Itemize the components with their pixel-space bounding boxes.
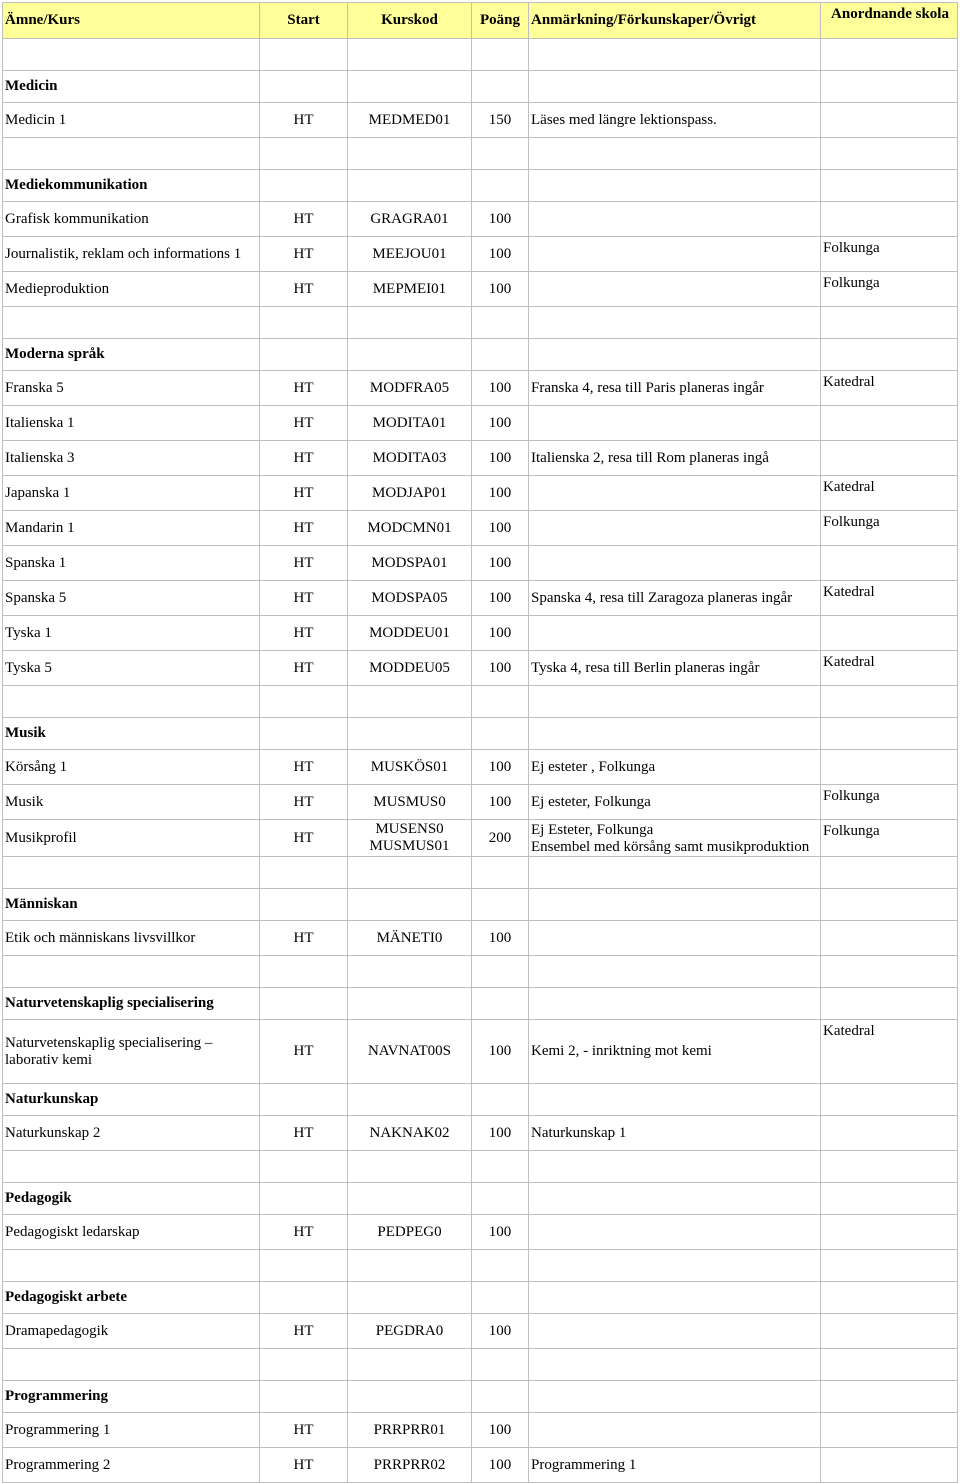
course-points: 100 [472,202,529,237]
course-name: Italienska 3 [3,441,260,476]
course-code: MODITA01 [348,406,472,441]
course-school: Folkunga [821,785,958,820]
course-name: Medieproduktion [3,272,260,307]
category-title: Moderna språk [3,339,260,371]
course-name: Musikprofil [3,820,260,857]
spacer-row [3,1250,958,1282]
course-points: 100 [472,616,529,651]
course-code: MÄNETI0 [348,921,472,956]
course-note [529,616,821,651]
course-code: NAKNAK02 [348,1116,472,1151]
course-school: Katedral [821,581,958,616]
course-code: GRAGRA01 [348,202,472,237]
course-start: HT [260,511,348,546]
course-code: PEDPEG0 [348,1215,472,1250]
course-row [3,441,958,476]
course-code: MEPMEI01 [348,272,472,307]
course-code: MEDMED01 [348,103,472,138]
spacer-row [3,956,958,988]
course-name: Medicin 1 [3,103,260,138]
course-note [529,237,821,272]
course-code: MODDEU01 [348,616,472,651]
course-school [821,1116,958,1151]
course-school [821,1215,958,1250]
course-row [3,1116,958,1151]
course-note: Spanska 4, resa till Zaragoza planeras ingår [529,581,821,616]
course-points: 100 [472,511,529,546]
course-start: HT [260,1215,348,1250]
course-start: HT [260,581,348,616]
course-note [529,406,821,441]
course-school: Folkunga [821,820,958,857]
course-row [3,785,958,820]
course-row [3,1448,958,1483]
course-points: 100 [472,785,529,820]
course-start: HT [260,1448,348,1483]
course-code: PRRPRR01 [348,1413,472,1448]
course-start: HT [260,371,348,406]
course-code: MODSPA01 [348,546,472,581]
course-points: 100 [472,1020,529,1084]
course-name: Franska 5 [3,371,260,406]
course-note-line: Ensembel med körsång samt musikproduktion [531,839,810,855]
course-note: Programmering 1 [529,1448,821,1483]
course-row [3,511,958,546]
course-code-line: MUSMUS01 [369,838,450,854]
course-start: HT [260,750,348,785]
course-school: Folkunga [821,237,958,272]
course-school: Katedral [821,476,958,511]
course-row [3,1020,958,1084]
header-school: Anordnande skola [821,3,958,39]
course-points: 100 [472,921,529,956]
header-points: Poäng [472,3,529,39]
course-school [821,1314,958,1349]
course-points: 100 [472,1448,529,1483]
spacer-row [3,39,958,71]
course-note: Ej esteter, Folkunga [529,785,821,820]
course-note: Läses med längre lektionspass. [529,103,821,138]
course-name: Japanska 1 [3,476,260,511]
course-note: Franska 4, resa till Paris planeras ingår [529,371,821,406]
course-note [529,546,821,581]
course-points: 100 [472,406,529,441]
course-points: 100 [472,750,529,785]
course-row [3,651,958,686]
category-title: Naturvetenskaplig specialisering [3,988,260,1020]
course-note: Italienska 2, resa till Rom planeras ingå [529,441,821,476]
course-row [3,1314,958,1349]
course-start: HT [260,441,348,476]
course-note: Kemi 2, - inriktning mot kemi [529,1020,821,1084]
course-note [529,272,821,307]
category-row [3,889,958,921]
course-code: NAVNAT00S [348,1020,472,1084]
course-start: HT [260,820,348,857]
course-name: Spanska 5 [3,581,260,616]
course-note: Ej esteter , Folkunga [529,750,821,785]
header-note: Anmärkning/Förkunskaper/Övrigt [529,3,821,39]
course-note: Naturkunskap 1 [529,1116,821,1151]
category-row [3,1084,958,1116]
course-school: Folkunga [821,511,958,546]
course-name: Etik och människans livsvillkor [3,921,260,956]
course-name: Naturkunskap 2 [3,1116,260,1151]
category-row [3,339,958,371]
course-points: 100 [472,581,529,616]
course-note [529,511,821,546]
course-name: Programmering 2 [3,1448,260,1483]
course-row [3,546,958,581]
course-name: Körsång 1 [3,750,260,785]
course-code: MODSPA05 [348,581,472,616]
course-code: MEEJOU01 [348,237,472,272]
course-code: MODJAP01 [348,476,472,511]
course-name: Programmering 1 [3,1413,260,1448]
course-code: PEGDRA0 [348,1314,472,1349]
course-row [3,371,958,406]
course-start: HT [260,476,348,511]
course-start: HT [260,651,348,686]
course-note [529,1413,821,1448]
spacer-row [3,138,958,170]
course-row [3,237,958,272]
course-school [821,1448,958,1483]
header-subject: Ämne/Kurs [3,3,260,39]
category-title: Pedagogik [3,1183,260,1215]
course-note [529,1215,821,1250]
course-points: 100 [472,272,529,307]
category-row [3,1282,958,1314]
course-school [821,750,958,785]
category-title: Mediekommunikation [3,170,260,202]
course-points: 100 [472,1116,529,1151]
course-name: Grafisk kommunikation [3,202,260,237]
course-school: Katedral [821,651,958,686]
course-code: MODITA03 [348,441,472,476]
category-row [3,1183,958,1215]
course-points: 100 [472,441,529,476]
course-row [3,820,958,857]
course-start: HT [260,921,348,956]
course-start: HT [260,1020,348,1084]
spacer-row [3,686,958,718]
course-name: Italienska 1 [3,406,260,441]
category-row [3,71,958,103]
course-note [529,202,821,237]
course-school [821,406,958,441]
spacer-row [3,1151,958,1183]
course-row [3,103,958,138]
course-code: MUSMUS0 [348,785,472,820]
course-school: Katedral [821,371,958,406]
header-row [3,3,958,39]
course-start: HT [260,202,348,237]
course-points: 100 [472,546,529,581]
course-start: HT [260,1413,348,1448]
course-school [821,921,958,956]
course-points: 100 [472,1413,529,1448]
course-start: HT [260,237,348,272]
course-points: 100 [472,1314,529,1349]
course-school [821,616,958,651]
spacer-row [3,857,958,889]
course-note [529,921,821,956]
course-start: HT [260,1116,348,1151]
course-name: Tyska 5 [3,651,260,686]
category-row [3,718,958,750]
header-code: Kurskod [348,3,472,39]
course-row [3,1413,958,1448]
category-title: Människan [3,889,260,921]
course-row [3,202,958,237]
course-name: Pedagogiskt ledarskap [3,1215,260,1250]
course-row [3,750,958,785]
course-points: 100 [472,237,529,272]
course-code: PRRPRR02 [348,1448,472,1483]
course-school [821,202,958,237]
course-name: Mandarin 1 [3,511,260,546]
course-points: 100 [472,1215,529,1250]
course-row [3,581,958,616]
spacer-row [3,1349,958,1381]
header-start: Start [260,3,348,39]
course-name: Tyska 1 [3,616,260,651]
course-points: 100 [472,476,529,511]
course-name: Spanska 1 [3,546,260,581]
course-start: HT [260,272,348,307]
course-note-line: Ej Esteter, Folkunga [531,822,654,838]
course-code: MODCMN01 [348,511,472,546]
course-row [3,616,958,651]
course-note [529,1314,821,1349]
course-name: Dramapedagogik [3,1314,260,1349]
category-row [3,988,958,1020]
course-name: Musik [3,785,260,820]
course-school: Katedral [821,1020,958,1084]
course-start: HT [260,616,348,651]
course-school [821,103,958,138]
course-note [529,476,821,511]
category-title: Pedagogiskt arbete [3,1282,260,1314]
course-school: Folkunga [821,272,958,307]
course-name: Journalistik, reklam och informations 1 [3,237,260,272]
course-note [529,820,821,857]
course-start: HT [260,406,348,441]
course-school [821,441,958,476]
course-points: 150 [472,103,529,138]
course-code: MODDEU05 [348,651,472,686]
category-title: Programmering [3,1381,260,1413]
course-note: Tyska 4, resa till Berlin planeras ingår [529,651,821,686]
category-row [3,170,958,202]
course-start: HT [260,103,348,138]
course-code: MODFRA05 [348,371,472,406]
category-title: Musik [3,718,260,750]
course-table [2,2,958,1483]
course-start: HT [260,546,348,581]
course-row [3,476,958,511]
course-start: HT [260,785,348,820]
category-title: Medicin [3,71,260,103]
course-row [3,406,958,441]
course-code: MUSKÖS01 [348,750,472,785]
course-school [821,546,958,581]
course-start: HT [260,1314,348,1349]
course-row [3,272,958,307]
course-row [3,921,958,956]
course-points: 200 [472,820,529,857]
category-row [3,1381,958,1413]
category-title: Naturkunskap [3,1084,260,1116]
course-row [3,1215,958,1250]
course-name: Naturvetenskaplig specialisering – laborativ kemi [3,1020,260,1084]
spacer-row [3,307,958,339]
course-school [821,1413,958,1448]
course-points: 100 [472,651,529,686]
course-code-line: MUSENS0 [375,821,444,837]
course-code [348,820,472,857]
course-points: 100 [472,371,529,406]
